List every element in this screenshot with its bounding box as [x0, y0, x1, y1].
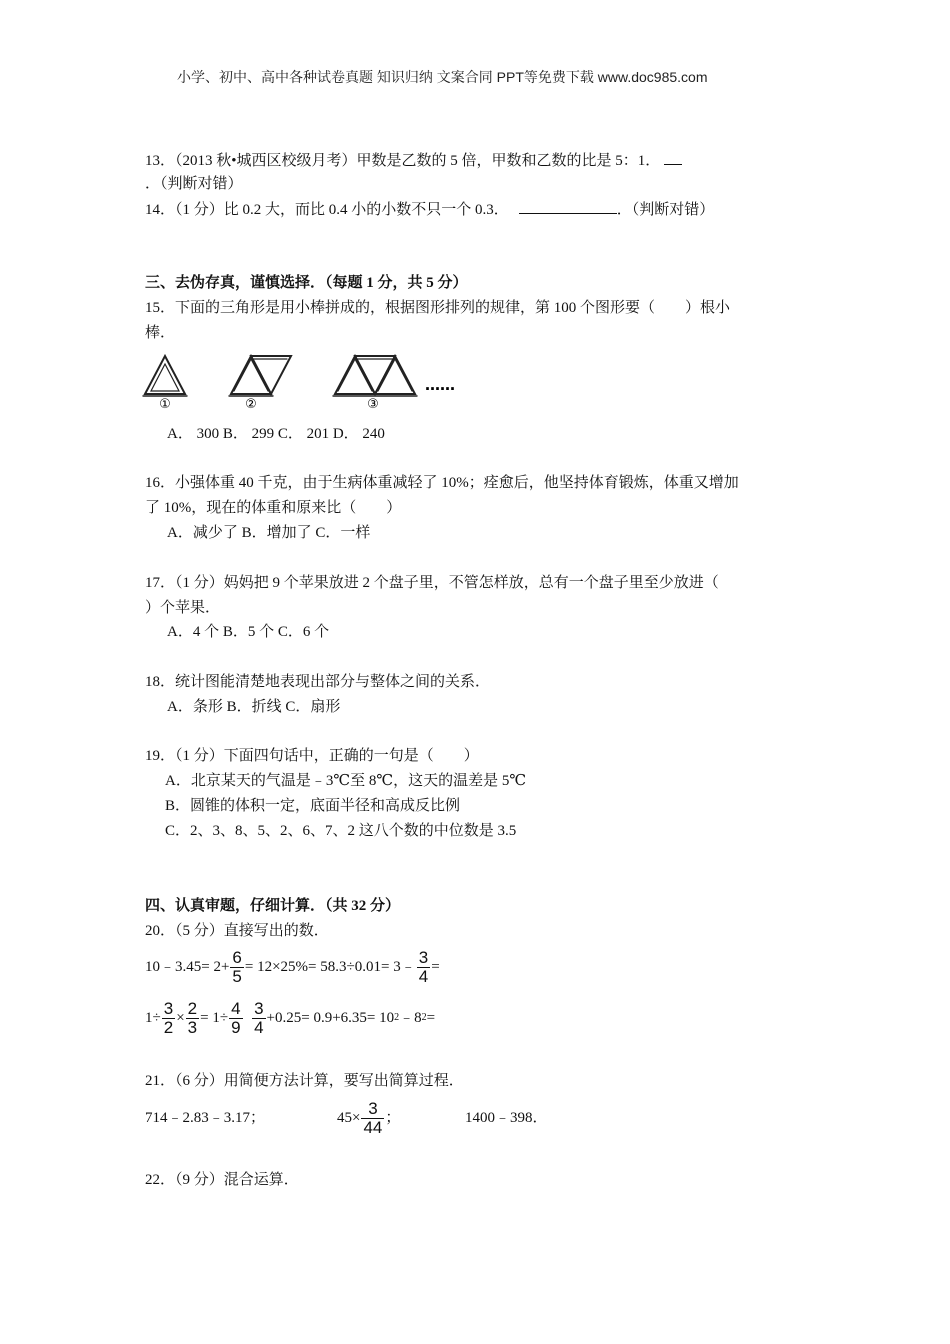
fraction-6-5: [230, 949, 243, 986]
expr-text: 10﹣3.45= 2+: [145, 959, 230, 975]
expr-text: = 1÷: [200, 1010, 229, 1026]
fraction-3-4: [417, 949, 430, 986]
answer-blank: [664, 150, 682, 165]
numerator: 2: [187, 998, 198, 1018]
question-16-line1: 16．小强体重 40 千克，由于生病体重减轻了 10%；痊愈后，他坚持体育锻炼，体重又增加: [145, 475, 739, 491]
question-16-options: A．减少了 B．增加了 C．一样: [167, 525, 371, 541]
question-15-line2: 棒．: [145, 325, 176, 341]
question-16-line2: 了 10%，现在的体重和原来比（ ）: [145, 500, 402, 516]
figure-ellipsis: ……: [425, 376, 455, 394]
question-15-options: A． 300 B． 299 C． 201 D． 240: [167, 426, 385, 442]
denominator: 5: [232, 966, 242, 986]
expr-text: ﹣8: [399, 1010, 422, 1026]
question-17-line2: ）个苹果．: [145, 600, 221, 616]
expr-text: = 12×25%= 58.3÷0.01= 3﹣: [244, 959, 416, 975]
fraction-2-3: [186, 1000, 199, 1037]
figure-3-triangles: [335, 356, 415, 394]
numerator: 4: [231, 998, 241, 1018]
answer-blank: [519, 199, 617, 214]
question-21-expr-1: 714﹣2.83﹣3.17；: [145, 1110, 266, 1126]
question-19-option-c: C．2、3、8、5、2、6、7、2 这八个数的中位数是 3.5: [165, 823, 517, 839]
question-13-text: 13．（2013 秋•城西区校级月考）甲数是乙数的 5 倍，甲数和乙数的比是 5：1．: [145, 153, 661, 169]
figure-2-triangles: [231, 356, 291, 394]
denominator: 2: [163, 1017, 174, 1037]
question-20-line1: 20．（5 分）直接写出的数．: [145, 923, 329, 939]
fraction-3-2: [162, 1000, 175, 1037]
numerator: 3: [254, 998, 264, 1018]
question-19-line1: 19．（1 分）下面四句话中，正确的一句是（ ）: [145, 748, 479, 764]
expr-text: 45×: [337, 1110, 361, 1126]
question-22-line1: 22．（9 分）混合运算．: [145, 1172, 299, 1188]
numerator: 3: [361, 1100, 384, 1119]
figure-label-2: ②: [245, 397, 257, 412]
question-17-options: A．4 个 B．5 个 C．6 个: [167, 624, 330, 640]
expr-text: ；: [385, 1110, 401, 1126]
figure-label-3: ③: [367, 397, 379, 412]
denominator: 44: [363, 1117, 383, 1137]
fraction-3-4: [252, 1000, 265, 1037]
question-14-suffix: ．（判断对错）: [616, 202, 715, 218]
denominator: 3: [187, 1017, 198, 1037]
exponent: 2: [421, 1012, 427, 1023]
expr-text: +0.25= 0.9+6.35= 10: [266, 1010, 395, 1026]
question-18-line1: 18．统计图能清楚地表现出部分与整体之间的关系．: [145, 674, 491, 690]
figure-1-triangle: [145, 356, 185, 394]
denominator: 4: [254, 1017, 264, 1037]
numerator: 6: [232, 947, 242, 967]
denominator: 4: [418, 966, 429, 986]
expr-text: ×: [176, 1010, 185, 1026]
figure-label-1: ①: [159, 397, 171, 412]
question-14-text: 14．（1 分）比 0.2 大，而比 0.4 小的小数不只一个 0.3．: [145, 202, 509, 218]
expr-text: [244, 1008, 252, 1028]
expr-text: =: [431, 959, 440, 975]
section-4-title: 四、认真审题，仔细计算．（共 32 分）: [145, 898, 401, 914]
question-17-line1: 17．（1 分）妈妈把 9 个苹果放进 2 个盘子里，不管怎样放，总有一个盘子里至少放进（: [145, 575, 719, 591]
expr-text: =: [426, 1010, 436, 1026]
triangle-sticks-figure: [140, 350, 470, 412]
denominator: 9: [231, 1017, 241, 1037]
question-15-line1: 15．下面的三角形是用小棒拼成的，根据图形排列的规律，第 100 个图形要（ ）根小: [145, 300, 731, 316]
question-13: [145, 150, 682, 171]
question-19-option-a: A．北京某天的气温是﹣3℃至 8℃，这天的温差是 5℃: [165, 773, 527, 789]
question-21-line1: 21．（6 分）用简便方法计算，要写出简算过程．: [145, 1073, 464, 1089]
numerator: 3: [418, 947, 429, 967]
question-21-expr-2: [337, 1096, 400, 1140]
fraction-4-9: [229, 1000, 242, 1037]
section-3-title: 三、去伪存真，谨慎选择．（每题 1 分，共 5 分）: [145, 275, 468, 291]
expr-text: 1÷: [145, 1010, 161, 1026]
page-header: 小学、初中、高中各种试卷真题 知识归纳 文案合同 PPT等免费下载 www.doc985.com: [177, 69, 708, 85]
question-20-row1: [145, 945, 440, 989]
question-18-options: A．条形 B．折线 C．扇形: [167, 699, 341, 715]
question-14: [145, 199, 714, 220]
question-13-line2: ．（判断对错）: [145, 176, 243, 192]
fraction-3-44: [361, 1100, 384, 1137]
question-21-expr-3: 1400﹣398．: [465, 1110, 548, 1126]
exponent: 2: [394, 1012, 400, 1023]
question-20-row2: [145, 996, 435, 1040]
numerator: 3: [163, 998, 174, 1018]
question-19-option-b: B．圆锥的体积一定，底面半径和高成反比例: [165, 798, 461, 814]
